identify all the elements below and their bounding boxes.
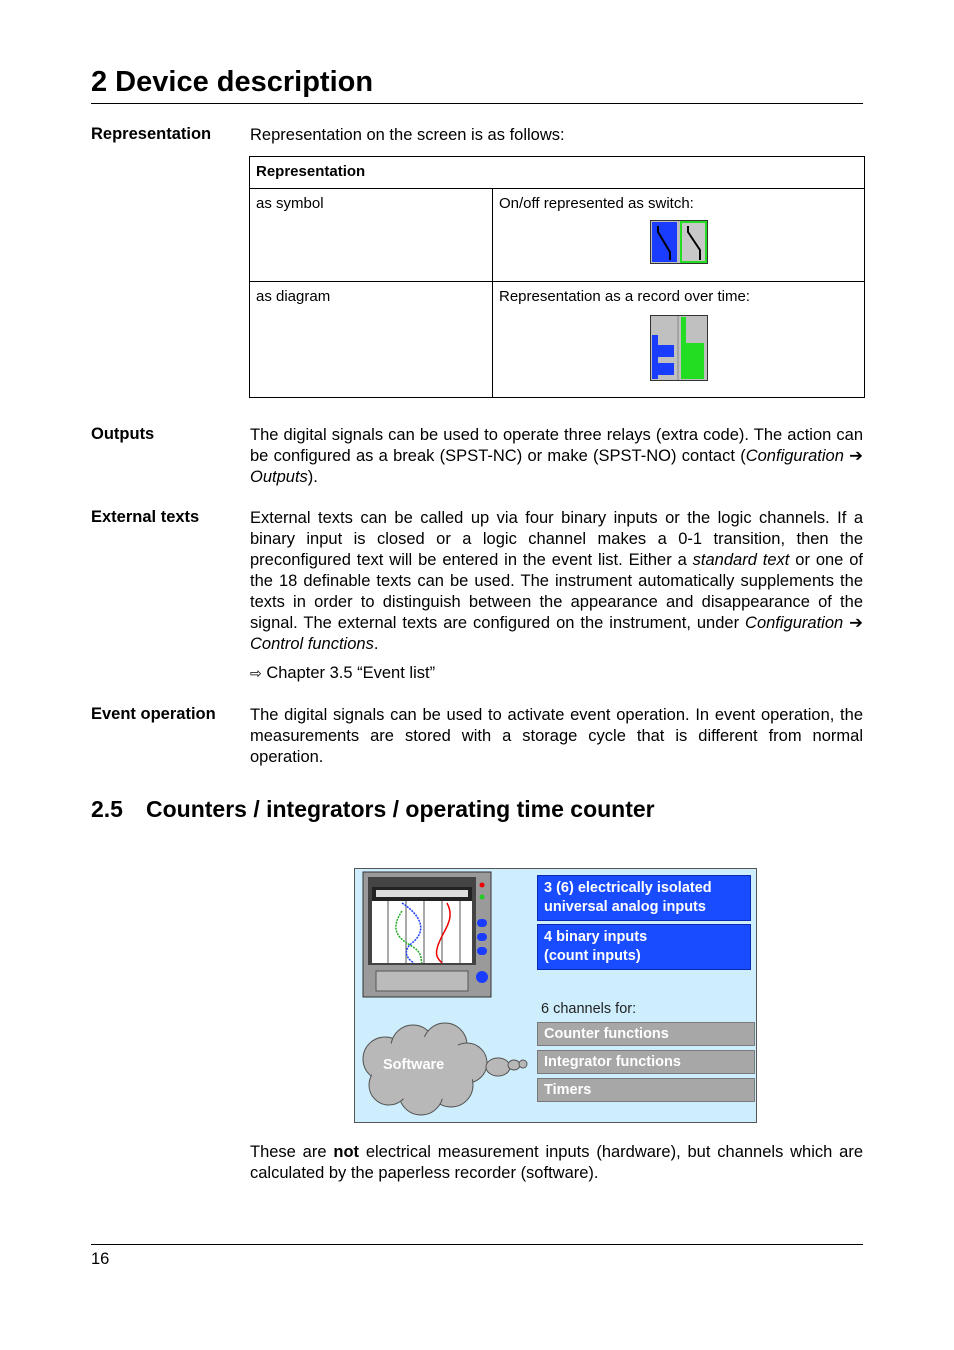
chapter-reference[interactable]: ⇨ Chapter 3.5 “Event list” — [250, 664, 436, 682]
reference-arrow-icon: ⇨ — [250, 666, 262, 682]
recorder-device-icon — [362, 871, 492, 999]
table-cell-description — [493, 282, 865, 398]
symbol-description: On/off represented as switch: — [499, 195, 694, 212]
timers-box: Timers — [537, 1078, 755, 1102]
closing-text: These are not electrical measurement inputs (hardware), but channels which are calculated by the paperless recorder (software). — [250, 1143, 863, 1182]
diagram-symbol-icon — [650, 315, 708, 381]
outputs-label: Outputs — [91, 425, 155, 443]
table-row — [250, 282, 865, 398]
representation-intro: Representation on the screen is as follows: — [250, 126, 565, 144]
outputs-text: The digital signals can be used to operate three relays (extra code). The action can be configured as a break (SPST-NC) or make (SPST-NO) contact (Configuration ➔ Outputs). — [250, 426, 863, 486]
event-operation-label: Event operation — [91, 705, 216, 723]
representation-label: Representation — [91, 125, 212, 143]
table-header: Representation — [250, 157, 865, 189]
external-texts-text: External texts can be called up via four binary inputs or the logic channels. If a binary input is closed or a logic channel makes a 0-1 transition, then the preconfigured text will be entered in the event list. Either a standard text or one of the 18 definable texts can be used. The instrument automatically supplements the texts in order to distinguish between the appearance and disappearance of the signal. The external texts are configured on the instrument, under Configuration ➔ Control functions. — [250, 509, 864, 653]
chapter-title: 2 Device description — [91, 66, 374, 98]
footer-rule — [91, 1244, 863, 1245]
header-rule — [91, 103, 863, 104]
counter-functions-box: Counter functions — [537, 1022, 755, 1046]
event-operation-text: The digital signals can be used to activate event operation. In event operation, the measurements are stored with a storage cycle that is different from normal operation. — [250, 706, 863, 766]
table-cell-mode: as symbol — [250, 189, 493, 282]
page-number: 16 — [91, 1250, 110, 1268]
channels-label: 6 channels for: — [541, 1001, 637, 1017]
diagram-description: Representation as a record over time: — [499, 288, 750, 305]
external-texts-label: External texts — [91, 508, 200, 526]
binary-inputs-box: 4 binary inputs (count inputs) — [537, 924, 751, 970]
software-label: Software — [383, 1057, 445, 1073]
representation-table — [249, 156, 865, 398]
table-cell-mode: as diagram — [250, 282, 493, 398]
table-row — [250, 189, 865, 282]
table-cell-description — [493, 189, 865, 282]
section-title: 2.5 Counters / integrators / operating time counter — [91, 796, 655, 822]
counters-figure — [354, 868, 757, 1123]
analog-inputs-box: 3 (6) electrically isolated universal analog inputs — [537, 875, 751, 921]
integrator-functions-box: Integrator functions — [537, 1050, 755, 1074]
switch-symbol-icon — [650, 220, 708, 264]
